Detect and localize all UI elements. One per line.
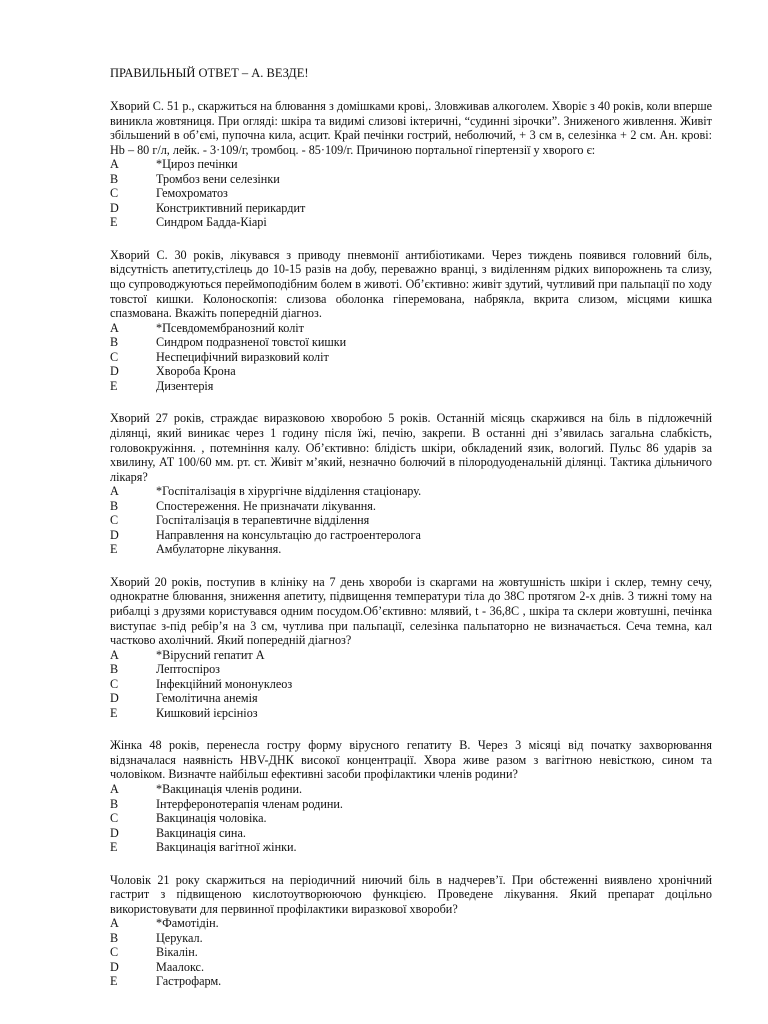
question-block: [110, 99, 712, 230]
answer-option: [110, 797, 712, 812]
option-letter: B: [110, 171, 119, 186]
option-letter: E: [110, 974, 118, 989]
answer-option: [110, 811, 712, 826]
answer-option: [110, 513, 712, 528]
option-letter: D: [110, 364, 119, 379]
answer-option: [110, 542, 712, 557]
answer-option: [110, 201, 712, 216]
answer-option: [110, 499, 712, 514]
option-letter: C: [110, 945, 119, 960]
answer-option: [110, 157, 712, 172]
question-stem: Жінка 48 років, перенесла гостру форму вірусного гепатиту В. Через 3 місяці від початку захворювання відзначалася наявність HBV-ДНК високої концентрації. Хвора живе разом з вагітною невісткою, сином та чоловіком. Визначте найбільш ефективні засоби профілактики членів родини?: [110, 738, 712, 782]
option-letter: C: [110, 811, 119, 826]
option-letter: D: [110, 200, 119, 215]
answer-option: [110, 916, 712, 931]
document-page: [110, 66, 712, 1007]
question-stem: Хворий С. 30 років, лікувався з приводу пневмонії антибіотиками. Через тиждень появився головний біль, відсутність апетиту,стілець до 10-15 разів на добу, переважно вранці, з виділенням рідких випорожнень та слизу, що супроводжуються переймоподібним болем в животі. Об’єктивно: живіт здутий, чутливий при пальпації по ходу товстої кишки. Колоноскопія: слизова оболонка гіперемована, набрякла, вкрита слизом, місцями кишка спазмована. Вкажіть попередній діагноз.: [110, 247, 712, 321]
answer-options: [110, 916, 712, 989]
option-letter: C: [110, 513, 119, 528]
answer-option: [110, 350, 712, 365]
option-text: Інтерферонотерапія членам родини.: [156, 796, 343, 811]
answer-option: [110, 335, 712, 350]
answer-options: [110, 157, 712, 230]
answer-option: [110, 186, 712, 201]
answer-options: [110, 648, 712, 721]
answer-option: [110, 960, 712, 975]
option-letter: A: [110, 916, 119, 931]
option-text: Синдром подразненої товстої кишки: [156, 335, 347, 350]
option-letter: E: [110, 705, 118, 720]
answer-option: [110, 782, 712, 797]
option-text: Амбулаторне лікування.: [156, 542, 282, 557]
option-text: Гемохроматоз: [156, 186, 228, 201]
answer-option: [110, 662, 712, 677]
answer-option: [110, 528, 712, 543]
option-letter: B: [110, 662, 119, 677]
question-block: [110, 575, 712, 720]
answer-option: [110, 945, 712, 960]
question-block: [110, 738, 712, 854]
option-text: *Вакцинація членів родини.: [156, 782, 303, 797]
answer-option: [110, 677, 712, 692]
option-letter: B: [110, 930, 119, 945]
option-text: Спостереження. Не призначати лікування.: [156, 498, 376, 513]
option-letter: D: [110, 959, 119, 974]
option-text: *Фамотідін.: [156, 916, 219, 931]
option-letter: B: [110, 796, 119, 811]
option-text: Синдром Бадда-Кіарі: [156, 215, 267, 230]
answer-option: [110, 931, 712, 946]
option-text: Тромбоз вени селезінки: [156, 171, 280, 186]
question-block: [110, 248, 712, 393]
answer-option: [110, 840, 712, 855]
answer-options: [110, 782, 712, 855]
option-letter: E: [110, 542, 118, 557]
option-text: Церукал.: [156, 930, 203, 945]
question-stem: Хворий С. 51 р., скаржиться на блювання з домішками крові,. Зловживав алкоголем. Хворіє з 40 років, коли вперше виникла жовтяниця. При огляді: шкіра та видимі слизові іктеричні, “судинні зірочки”. Зниженого живлення. Живіт збільшений в об’ємі, пупочна кила, асцит. Край печінки гострий, неболючий, + 3 см в, селезінка + 2 см. Ан. крові: Hb – 80 г/л, лейк. - 3·109/г, тромбоц. - 85·109/г. Причиною портальної гіпертензії у хворого є:: [110, 99, 712, 157]
option-letter: B: [110, 335, 119, 350]
option-text: Констриктивний перикардит: [156, 200, 306, 215]
answer-option: [110, 484, 712, 499]
option-text: Дизентерія: [156, 378, 214, 393]
option-letter: C: [110, 676, 119, 691]
option-letter: D: [110, 691, 119, 706]
option-text: *Вірусний гепатит А: [156, 647, 265, 662]
option-text: Хвороба Крона: [156, 364, 236, 379]
option-letter: E: [110, 840, 118, 855]
question-stem: Хворий 20 років, поступив в клініку на 7 день хвороби із скаргами на жовтушність шкіри і склер, темну сечу, однократне блювання, зниження апетиту, підвищення температури тіла до 38С протягом 2-х днів. 3 тижні тому на рибалці з друзями користувався одним посудом.Об’єктивно: млявий, t - 36,8С , шкіра та склери жовтушні, печінка виступає з-під ребір’я на 3 см, чутлива при пальпації, селезінка пальпаторно не визначається. Сеча темна, кал частково ахолічний. Який попередній діагноз?: [110, 574, 712, 648]
option-text: Вакцинація вагітної жінки.: [156, 840, 297, 855]
answer-option: [110, 648, 712, 663]
option-text: Маалокс.: [156, 959, 205, 974]
option-text: Гастрофарм.: [156, 974, 222, 989]
option-text: *Псевдомембранозний коліт: [156, 320, 304, 335]
answer-option: [110, 379, 712, 394]
option-text: Госпіталізація в терапевтичне відділення: [156, 513, 370, 528]
option-text: Гемолітична анемія: [156, 691, 258, 706]
answer-option: [110, 215, 712, 230]
question-stem: Чоловік 21 року скаржиться на періодичний ниючий біль в надчерев’ї. При обстеженні виявлено хронічний гастрит з підвищеною кислотоутворюючою функцією. Проведене лікування. Який препарат доцільно використовувати для первинної профілактики виразкової хвороби?: [110, 872, 712, 916]
option-letter: A: [110, 484, 119, 499]
answer-option: [110, 826, 712, 841]
option-text: Інфекційний мононуклеоз: [156, 676, 293, 691]
option-letter: C: [110, 349, 119, 364]
option-text: Вакцинація сина.: [156, 825, 246, 840]
option-letter: E: [110, 378, 118, 393]
answer-options: [110, 484, 712, 557]
question-list: [110, 99, 712, 989]
option-letter: D: [110, 825, 119, 840]
option-letter: B: [110, 498, 119, 513]
option-letter: E: [110, 215, 118, 230]
question-block: [110, 873, 712, 989]
question-stem: Хворий 27 років, страждає виразковою хворобою 5 років. Останній місяць скаржився на біль в підложечній ділянці, який виникає через 1 годину після їжі, печію, закрепи. В останні дні з’явилась загальна слабкість, головокружіння. , потемніння калу. Об’єктивно: блідість шкіри, обкладений язик, вологий. Пульс 86 ударів за хвилину, АТ 100/60 мм. рт. ст. Живіт м’який, незначно болючий в пілородуоденальній ділянці. Тактика дільничого лікаря?: [110, 411, 712, 484]
option-letter: A: [110, 647, 119, 662]
option-text: *Госпіталізація в хірургічне відділення стаціонару.: [156, 484, 422, 499]
option-text: Неспецифічний виразковий коліт: [156, 349, 329, 364]
option-text: Вікалін.: [156, 945, 198, 960]
question-block: [110, 411, 712, 556]
answer-options: [110, 321, 712, 394]
option-text: Лептоспіроз: [156, 662, 220, 677]
answer-option: [110, 364, 712, 379]
answer-option: [110, 691, 712, 706]
answer-key-header: ПРАВИЛЬНЫЙ ОТВЕТ – А. ВЕЗДЕ!: [110, 66, 309, 80]
option-text: Направлення на консультацію до гастроентеролога: [156, 527, 421, 542]
option-letter: A: [110, 157, 119, 172]
option-letter: D: [110, 527, 119, 542]
option-letter: A: [110, 782, 119, 797]
answer-option: [110, 974, 712, 989]
option-letter: A: [110, 320, 119, 335]
answer-option: [110, 321, 712, 336]
option-text: *Цироз печінки: [156, 157, 238, 172]
option-text: Кишковий ієрсініоз: [156, 705, 258, 720]
option-text: Вакцинація чоловіка.: [156, 811, 267, 826]
answer-option: [110, 172, 712, 187]
answer-option: [110, 706, 712, 721]
option-letter: C: [110, 186, 119, 201]
